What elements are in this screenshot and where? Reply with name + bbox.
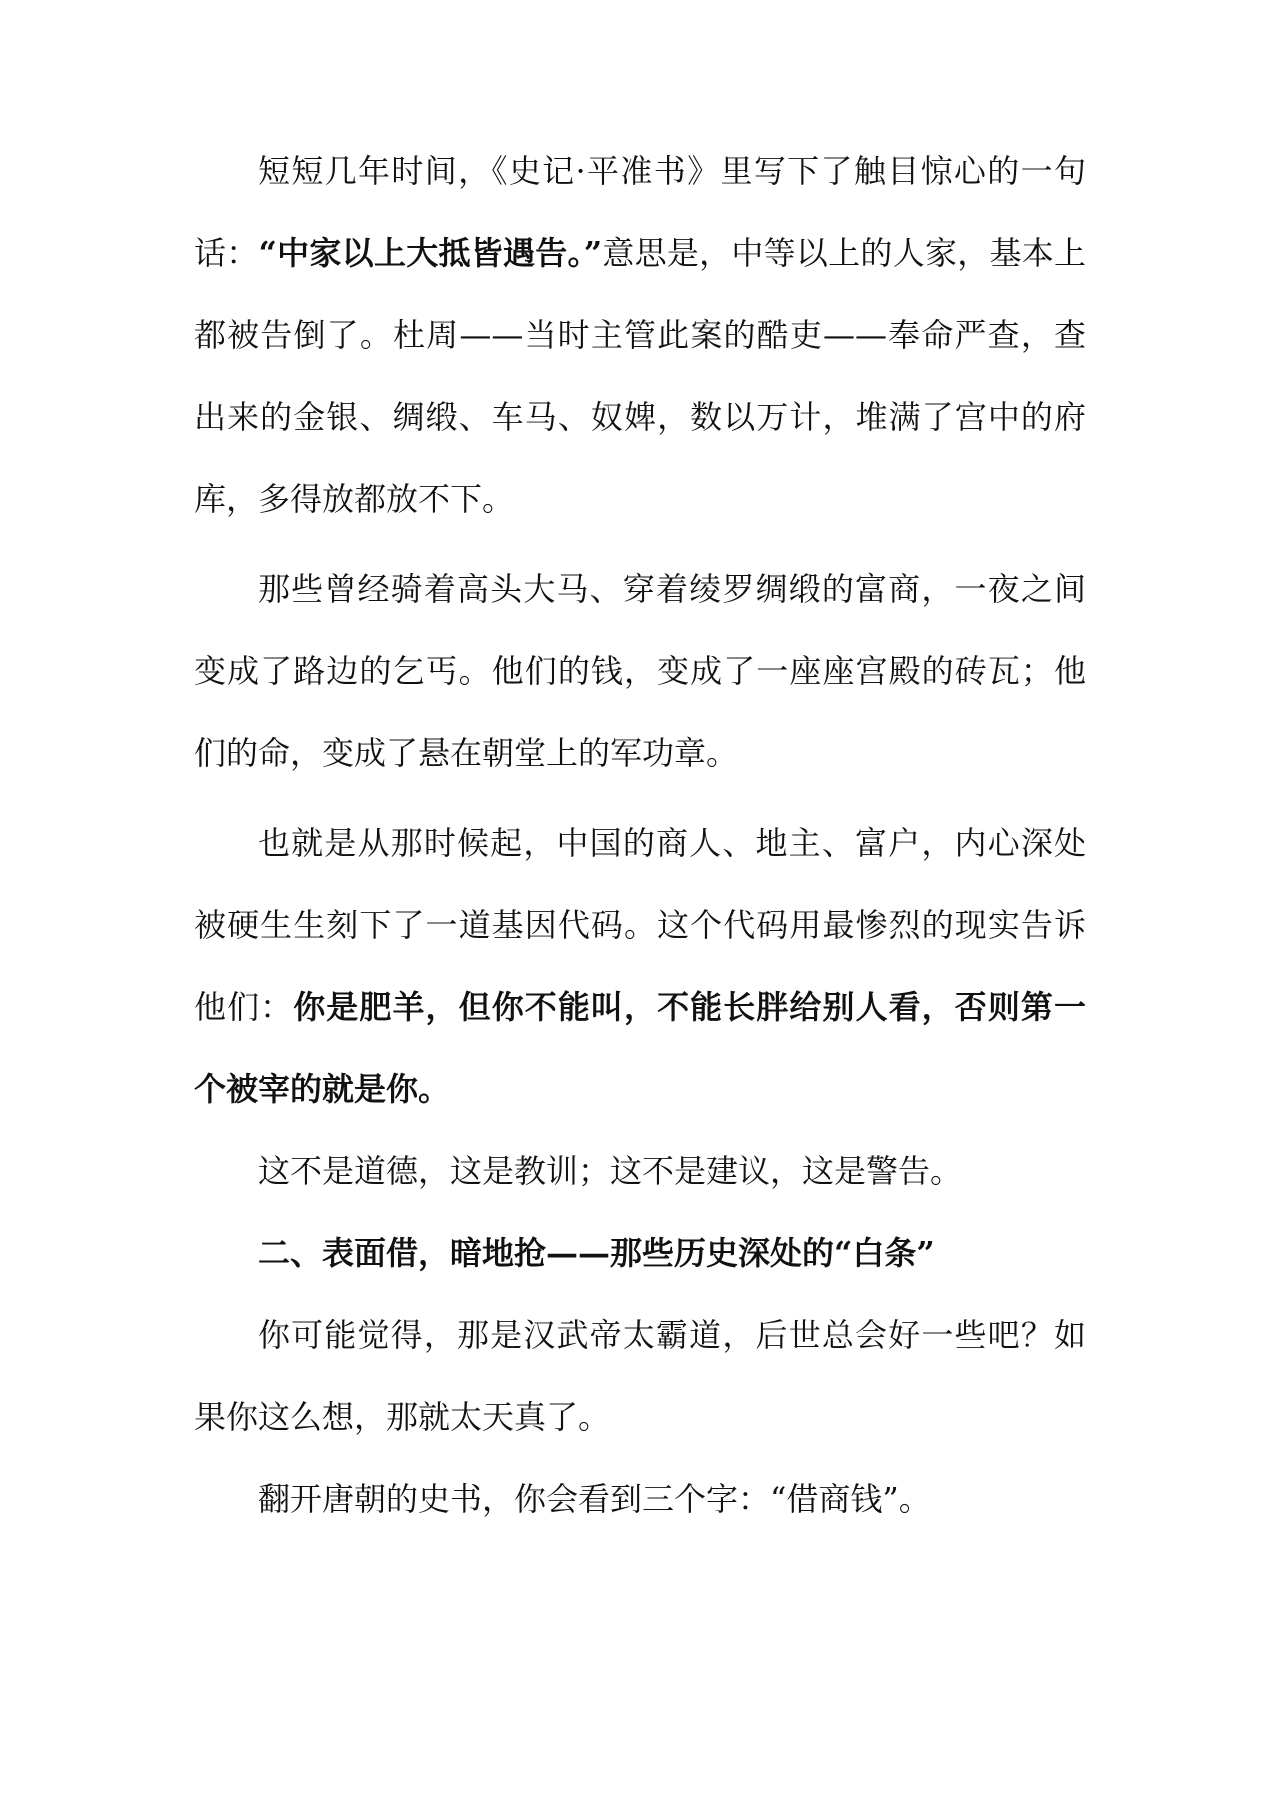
warning-bold: 你是肥羊，但你不能叫，不能长胖给别人看，否则第一个被宰的就是你。	[194, 988, 1086, 1108]
paragraph-3	[194, 802, 1086, 1130]
paragraph-1	[194, 130, 1086, 540]
section-heading: 二、表面借，暗地抢——那些历史深处的“白条”	[258, 1234, 935, 1272]
paragraph-6: 翻开唐朝的史书，你会看到三个字：“借商钱”。	[258, 1480, 931, 1518]
paragraph-5: 你可能觉得，那是汉武帝太霸道，后世总会好一些吧？如果你这么想，那就太天真了。	[194, 1316, 1086, 1436]
paragraph-4: 这不是道德，这是教训；这不是建议，这是警告。	[258, 1152, 963, 1190]
paragraph-1-intro: 短短几年时间，《史记·平准书》里写下了触目惊心的一句话：	[194, 152, 1086, 272]
quote-bold: “中家以上大抵皆遇告。”	[258, 234, 603, 272]
paragraph-3-intro: 也就是从那时候起，中国的商人、地主、富户，内心深处被硬生生刻下了一道基因代码。这个代码用最惨烈的现实告诉他们：	[194, 824, 1086, 1026]
body-text	[194, 130, 1086, 1540]
paragraph-1-rest: 意思是，中等以上的人家，基本上都被告倒了。杜周——当时主管此案的酷吏——奉命严查，查出来的金银、绸缎、车马、奴婢，数以万计，堆满了宫中的府库，多得放都放不下。	[194, 234, 1086, 518]
paragraph-2: 那些曾经骑着高头大马、穿着绫罗绸缎的富商，一夜之间变成了路边的乞丐。他们的钱，变成了一座座宫殿的砖瓦；他们的命，变成了悬在朝堂上的军功章。	[194, 570, 1086, 772]
